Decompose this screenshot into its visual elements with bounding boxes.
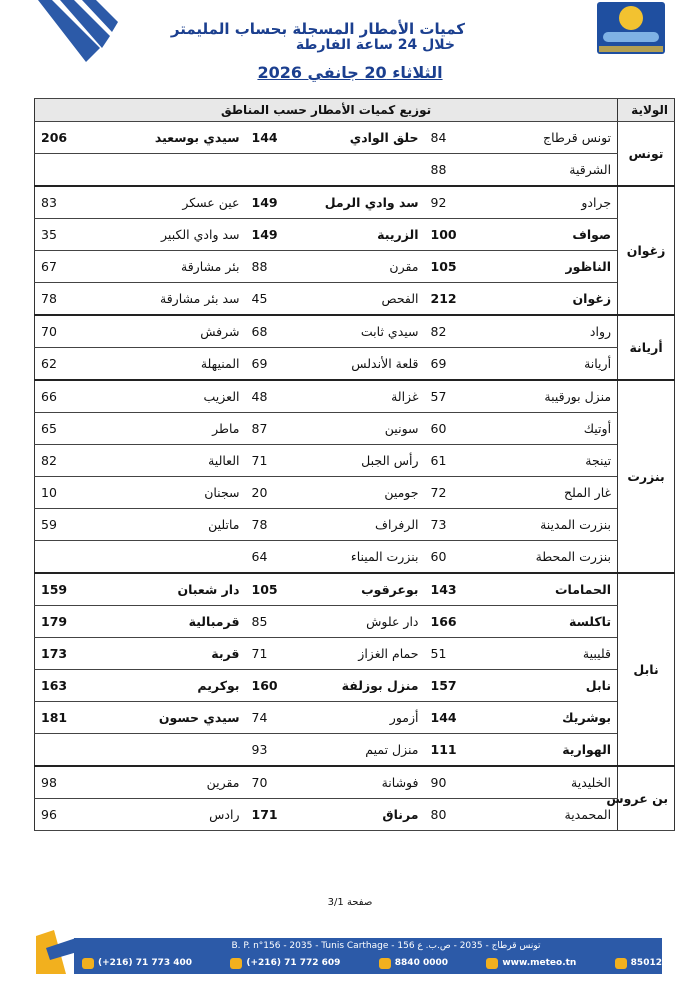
hotline-icon [379, 958, 391, 969]
rainfall-value: 173 [35, 638, 129, 670]
footer [36, 930, 662, 974]
rainfall-value: 212 [425, 283, 470, 316]
rainfall-value: 74 [246, 702, 290, 734]
table-row [35, 154, 675, 187]
station-name [290, 154, 425, 187]
rainfall-value: 179 [35, 606, 129, 638]
station-name: المنيهلة [129, 348, 246, 381]
table-row [35, 122, 675, 154]
station-name: دار علوش [290, 606, 425, 638]
station-name: جرادو [470, 186, 618, 219]
rainfall-value: 62 [35, 348, 129, 381]
rainfall-value: 98 [35, 766, 129, 799]
rainfall-value: 71 [246, 445, 290, 477]
phone-icon [230, 958, 242, 969]
station-name: بوشريك [470, 702, 618, 734]
station-name: منزل بوزلفة [290, 670, 425, 702]
rainfall-table [34, 98, 675, 831]
station-name: ماتلين [129, 509, 246, 541]
rainfall-value: 64 [246, 541, 290, 574]
sms-number: 85012 [630, 958, 662, 968]
table-row [35, 380, 675, 413]
station-name: قليبية [470, 638, 618, 670]
station-name: جومين [290, 477, 425, 509]
table-row [35, 445, 675, 477]
station-name: أوتيك [470, 413, 618, 445]
rainfall-value [246, 154, 290, 187]
rainfall-value: 80 [425, 799, 470, 831]
rainfall-value: 143 [425, 573, 470, 606]
station-name: أزمور [290, 702, 425, 734]
rainfall-value: 61 [425, 445, 470, 477]
station-name: بنزرت الميناء [290, 541, 425, 574]
station-name: نابل [470, 670, 618, 702]
table-row [35, 606, 675, 638]
rainfall-value: 70 [35, 315, 129, 348]
station-name: رواد [470, 315, 618, 348]
rainfall-value: 144 [425, 702, 470, 734]
station-name: سد وادي الكبير [129, 219, 246, 251]
footer-address: B. P. n°156 - 2035 - Tunis Carthage - تونس قرطاج - 2035 - ص.ب. ع 156 [231, 941, 541, 951]
rainfall-value: 51 [425, 638, 470, 670]
governorate-name: نابل [618, 573, 675, 766]
rainfall-value: 171 [246, 799, 290, 831]
station-name: رادس [129, 799, 246, 831]
rainfall-value: 35 [35, 219, 129, 251]
station-name: قرمبالية [129, 606, 246, 638]
rainfall-value: 82 [35, 445, 129, 477]
governorate-name: بنزرت [618, 380, 675, 573]
station-name: مقرن [290, 251, 425, 283]
table-row [35, 219, 675, 251]
station-name: سجنان [129, 477, 246, 509]
decorative-stripes [30, 0, 120, 70]
rainfall-value: 73 [425, 509, 470, 541]
station-name: الهوارية [470, 734, 618, 767]
rainfall-value: 78 [35, 283, 129, 316]
station-name: منزل تميم [290, 734, 425, 767]
rainfall-value: 88 [246, 251, 290, 283]
rainfall-value: 163 [35, 670, 129, 702]
institute-logo [597, 2, 665, 54]
rainfall-value: 111 [425, 734, 470, 767]
rainfall-value: 10 [35, 477, 129, 509]
station-name: بنزرت المحطة [470, 541, 618, 574]
rainfall-value: 70 [246, 766, 290, 799]
hotline-number: 8840 0000 [394, 958, 449, 968]
station-name: غار الملح [470, 477, 618, 509]
governorate-name: بن عروس [618, 766, 675, 831]
station-name: قربة [129, 638, 246, 670]
table-row [35, 477, 675, 509]
rainfall-value: 105 [425, 251, 470, 283]
rainfall-value: 88 [425, 154, 470, 187]
rainfall-value [35, 734, 129, 767]
rainfall-value: 45 [246, 283, 290, 316]
rainfall-value [35, 154, 129, 187]
station-name: شرفش [129, 315, 246, 348]
station-name: العالية [129, 445, 246, 477]
station-name: بوكريم [129, 670, 246, 702]
station-name: حمام الغزاز [290, 638, 425, 670]
rainfall-value: 206 [35, 122, 129, 154]
station-name: العزيب [129, 380, 246, 413]
station-name: الرفراف [290, 509, 425, 541]
rainfall-value: 96 [35, 799, 129, 831]
report-date: الثلاثاء 20 جانفي 2026 [257, 63, 443, 82]
rainfall-value: 59 [35, 509, 129, 541]
station-name: الحمامات [470, 573, 618, 606]
station-name: الفحص [290, 283, 425, 316]
table-row [35, 413, 675, 445]
rainfall-value: 69 [246, 348, 290, 381]
station-name: تونس قرطاج [470, 122, 618, 154]
fax-icon [82, 958, 94, 969]
rainfall-value: 149 [246, 186, 290, 219]
station-name: تاكلسة [470, 606, 618, 638]
rainfall-value: 68 [246, 315, 290, 348]
station-name: منزل بورقيبة [470, 380, 618, 413]
rainfall-value: 66 [35, 380, 129, 413]
rainfall-value: 78 [246, 509, 290, 541]
rainfall-value: 69 [425, 348, 470, 381]
station-name: دار شعبان [129, 573, 246, 606]
station-name: سونين [290, 413, 425, 445]
rainfall-value: 166 [425, 606, 470, 638]
rainfall-value: 48 [246, 380, 290, 413]
page-number: صفحة 3/1 [327, 897, 373, 908]
station-name: حلق الوادي [290, 122, 425, 154]
globe-icon [486, 958, 498, 969]
rainfall-value: 160 [246, 670, 290, 702]
station-name: مقرين [129, 766, 246, 799]
station-name: سد وادي الرمل [290, 186, 425, 219]
table-row [35, 638, 675, 670]
station-name: عين عسكر [129, 186, 246, 219]
table-row [35, 799, 675, 831]
rainfall-value: 87 [246, 413, 290, 445]
station-name: الناظور [470, 251, 618, 283]
rainfall-value: 84 [425, 122, 470, 154]
rainfall-value: 83 [35, 186, 129, 219]
station-name: الزريبة [290, 219, 425, 251]
station-name: سيدي بوسعيد [129, 122, 246, 154]
rainfall-value: 60 [425, 413, 470, 445]
station-name: مرناق [290, 799, 425, 831]
station-name: غزالة [290, 380, 425, 413]
table-row [35, 573, 675, 606]
rainfall-value: 20 [246, 477, 290, 509]
station-name: صواف [470, 219, 618, 251]
rainfall-value: 82 [425, 315, 470, 348]
table-header [35, 99, 675, 122]
table-row [35, 541, 675, 574]
table-row [35, 702, 675, 734]
station-name: أريانة [470, 348, 618, 381]
station-name: سد بئر مشارقة [129, 283, 246, 316]
website-link[interactable]: www.meteo.tn [502, 958, 577, 968]
governorate-name: أريانة [618, 315, 675, 380]
station-name: المحمدية [470, 799, 618, 831]
station-name: رأس الجبل [290, 445, 425, 477]
station-name [129, 734, 246, 767]
report-subtitle: خلال 24 ساعة الفارطة [295, 37, 455, 53]
governorate-name: زغوان [618, 186, 675, 315]
station-name [129, 154, 246, 187]
rainfall-value: 159 [35, 573, 129, 606]
rainfall-value: 93 [246, 734, 290, 767]
rainfall-value: 90 [425, 766, 470, 799]
table-row [35, 670, 675, 702]
table-row [35, 348, 675, 381]
rainfall-value: 157 [425, 670, 470, 702]
station-name: بنزرت المدينة [470, 509, 618, 541]
rainfall-value: 92 [425, 186, 470, 219]
rainfall-value: 85 [246, 606, 290, 638]
rainfall-value [35, 541, 129, 574]
rainfall-value: 144 [246, 122, 290, 154]
phone-number: (+216) 71 772 609 [246, 958, 341, 968]
rainfall-value: 72 [425, 477, 470, 509]
station-name [129, 541, 246, 574]
table-row [35, 734, 675, 767]
rainfall-value: 67 [35, 251, 129, 283]
table-row [35, 283, 675, 316]
station-name: بوعرقوب [290, 573, 425, 606]
governorate-name: تونس [618, 122, 675, 187]
table-row [35, 315, 675, 348]
station-name: سيدي حسون [129, 702, 246, 734]
table-row [35, 509, 675, 541]
station-name: الشرقية [470, 154, 618, 187]
table-row [35, 186, 675, 219]
stations-header: توزيع كميات الأمطار حسب المناطق [35, 99, 618, 122]
rainfall-value: 71 [246, 638, 290, 670]
report-title: كميات الأمطار المسجلة بحساب المليمتر [170, 20, 465, 38]
station-name: سيدي ثابت [290, 315, 425, 348]
governorate-header: الولاية [618, 99, 675, 122]
station-name: ماطر [129, 413, 246, 445]
station-name: زغوان [470, 283, 618, 316]
rainfall-value: 181 [35, 702, 129, 734]
rainfall-value: 100 [425, 219, 470, 251]
table-row [35, 766, 675, 799]
rainfall-value: 65 [35, 413, 129, 445]
fax-number: (+216) 71 773 400 [98, 958, 193, 968]
station-name: بئر مشارقة [129, 251, 246, 283]
station-name: فوشانة [290, 766, 425, 799]
station-name: تينجة [470, 445, 618, 477]
station-name: قلعة الأندلس [290, 348, 425, 381]
rainfall-value: 105 [246, 573, 290, 606]
table-row [35, 251, 675, 283]
sms-icon [615, 958, 627, 969]
rainfall-value: 149 [246, 219, 290, 251]
rainfall-value: 57 [425, 380, 470, 413]
rainfall-value: 60 [425, 541, 470, 574]
station-name: الخليدية [470, 766, 618, 799]
